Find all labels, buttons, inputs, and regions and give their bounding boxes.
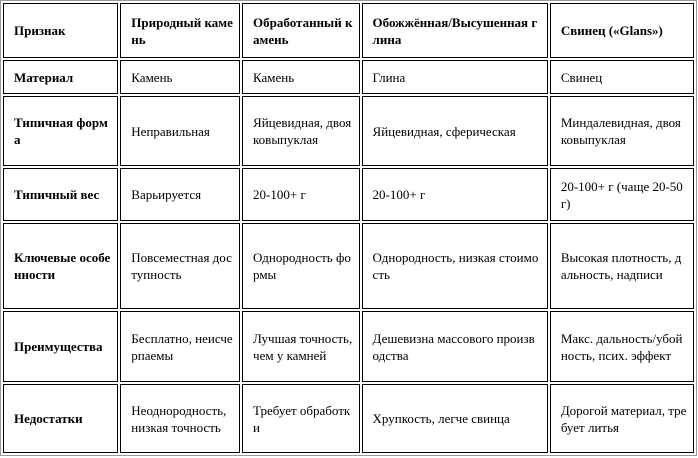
row-label: Типичная форма bbox=[3, 96, 118, 166]
table-cell: Неправильная bbox=[120, 96, 240, 166]
header-cell-natural-stone: Природный камень bbox=[120, 3, 240, 58]
table-cell: Камень bbox=[242, 60, 360, 94]
header-cell-clay: Обожжённая/Высушенная глина bbox=[362, 3, 548, 58]
row-label: Типичный вес bbox=[3, 168, 118, 221]
table-cell: Бесплатно, неисчерпаемы bbox=[120, 311, 240, 382]
table-header-row bbox=[3, 3, 694, 58]
table-cell: Миндалевидная, двояковыпуклая bbox=[550, 96, 694, 166]
table-row bbox=[3, 223, 694, 309]
table-cell: 20-100+ г (чаще 20-50 г) bbox=[550, 168, 694, 221]
table-row bbox=[3, 60, 694, 94]
table-row bbox=[3, 384, 694, 453]
table-cell: Однородность, низкая стоимость bbox=[362, 223, 548, 309]
header-cell-worked-stone: Обработанный камень bbox=[242, 3, 360, 58]
table-cell: Глина bbox=[362, 60, 548, 94]
table-cell: Яйцевидная, двояковыпуклая bbox=[242, 96, 360, 166]
table-row bbox=[3, 311, 694, 382]
table-cell: 20-100+ г bbox=[242, 168, 360, 221]
table-cell: Макс. дальность/убойность, псих. эффект bbox=[550, 311, 694, 382]
table-cell: Повсеместная доступность bbox=[120, 223, 240, 309]
table-cell: 20-100+ г bbox=[362, 168, 548, 221]
table-cell: Требует обработки bbox=[242, 384, 360, 453]
table-cell: Высокая плотность, дальность, надписи bbox=[550, 223, 694, 309]
header-cell-lead: Свинец («Glans») bbox=[550, 3, 694, 58]
row-label: Преимущества bbox=[3, 311, 118, 382]
table-cell: Камень bbox=[120, 60, 240, 94]
table-cell: Варьируется bbox=[120, 168, 240, 221]
table-cell: Яйцевидная, сферическая bbox=[362, 96, 548, 166]
table-cell: Однородность формы bbox=[242, 223, 360, 309]
table-cell: Лучшая точность, чем у камней bbox=[242, 311, 360, 382]
table-row bbox=[3, 96, 694, 166]
table-cell: Дорогой материал, требует литья bbox=[550, 384, 694, 453]
table-row bbox=[3, 168, 694, 221]
table-cell: Свинец bbox=[550, 60, 694, 94]
table-cell: Хрупкость, легче свинца bbox=[362, 384, 548, 453]
row-label: Недостатки bbox=[3, 384, 118, 453]
row-label: Ключевые особенности bbox=[3, 223, 118, 309]
header-cell-feature: Признак bbox=[3, 3, 118, 58]
row-label: Материал bbox=[3, 60, 118, 94]
table-cell: Неоднородность, низкая точность bbox=[120, 384, 240, 453]
table-cell: Дешевизна массового производства bbox=[362, 311, 548, 382]
